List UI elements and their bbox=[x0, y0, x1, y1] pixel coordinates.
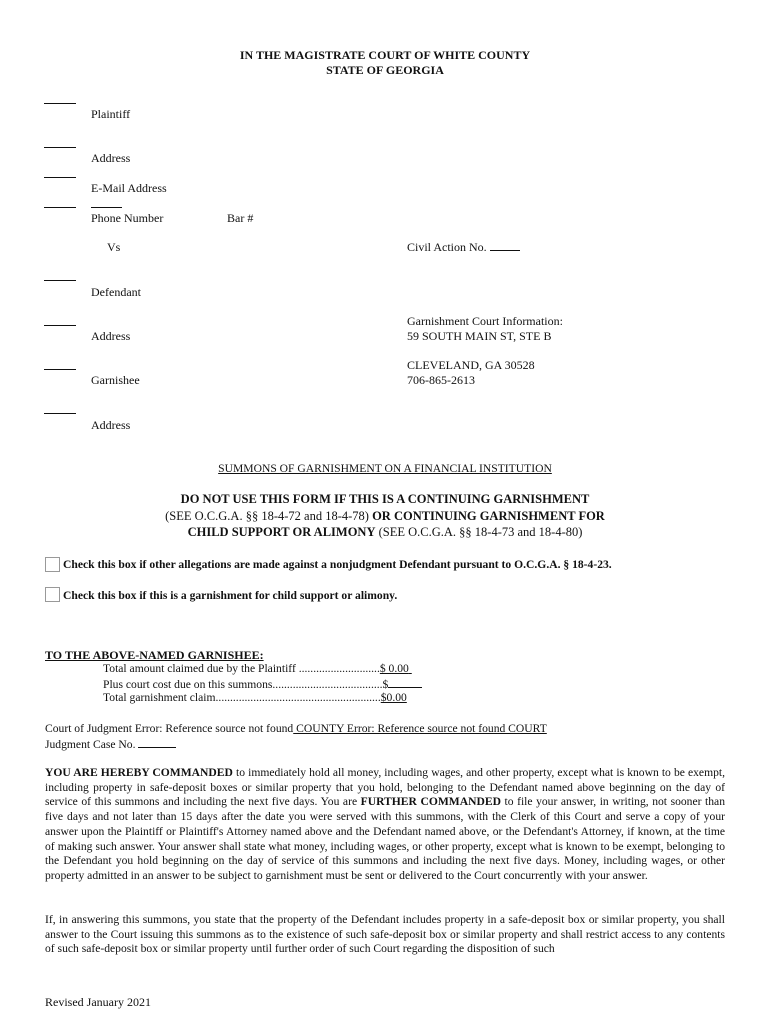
phone-blank[interactable] bbox=[44, 207, 76, 208]
court-cost-blank[interactable] bbox=[388, 677, 422, 688]
court-info-city: CLEVELAND, GA 30528 bbox=[407, 358, 535, 372]
state-title: STATE OF GEORGIA bbox=[326, 63, 444, 77]
garnishee-label: Garnishee bbox=[91, 373, 140, 387]
court-title: IN THE MAGISTRATE COURT OF WHITE COUNTY bbox=[239, 48, 531, 62]
court-cost-label: Plus court cost due on this summons...................................... bbox=[103, 678, 383, 691]
email-blank[interactable] bbox=[44, 177, 76, 178]
garnishee-heading: TO THE ABOVE-NAMED GARNISHEE: bbox=[45, 648, 264, 662]
court-cost-row bbox=[103, 677, 422, 691]
vs-label: Vs bbox=[107, 240, 121, 254]
judgment-court-line bbox=[45, 722, 547, 735]
summons-title: SUMMONS OF GARNISHMENT ON A FINANCIAL INSTITUTION bbox=[218, 462, 552, 475]
warning-line3-ref: (SEE O.C.G.A. §§ 18-4-73 and 18-4-80) bbox=[375, 525, 583, 539]
civil-action bbox=[407, 240, 520, 255]
total-claimed-row bbox=[103, 662, 412, 675]
command-text-a: to immediately hold all money, including wages, and other property, except what is known to be exempt, including property in safe-deposit boxes or similar property that you hold, belonging to the Defendant named above beginning on the day of service of this summons and including the next five days. You are bbox=[45, 766, 726, 809]
child-support-checkbox[interactable] bbox=[45, 587, 60, 602]
warning-line3-bold: CHILD SUPPORT OR ALIMONY bbox=[187, 525, 376, 539]
warning-line2-bold: OR CONTINUING GARNISHMENT FOR bbox=[368, 509, 605, 523]
bar-label: Bar # bbox=[227, 211, 254, 225]
civil-action-label: Civil Action No. bbox=[407, 240, 487, 254]
judgment-case-blank[interactable] bbox=[138, 737, 176, 748]
nonjudgment-checkbox[interactable] bbox=[45, 557, 60, 572]
total-claimed-label: Total amount claimed due by the Plaintiff ............................ bbox=[103, 662, 380, 675]
bar-blank[interactable] bbox=[91, 207, 122, 208]
child-support-checkbox-label: Check this box if this is a garnishment for child support or alimony. bbox=[63, 589, 398, 602]
command-text-b: to file your answer, in writing, not sooner than five days and not later than 15 days after the date you were served with this summons, with the Clerk of this Court and serve a copy of your answer upon the Plaintiff or Plaintiff's Attorney named above and the Defendant named above, or the Defendant's Attorney, if known, at the time of making such answer. Your answer shall state what money, including wages, or other property, except what is known to be exempt, belonging to the Defendant you hold beginning on the day of service of this summons and including the next five days. Money, including wages, or other property admitted in an answer to be subject to garnishment must be sent or delivered to the Court concurrently with your answer. bbox=[45, 795, 725, 882]
plaintiff-label: Plaintiff bbox=[91, 107, 131, 121]
nonjudgment-checkbox-label: Check this box if other allegations are made against a nonjudgment Defendant pursuant to O.C.G.A. § 18-4-23. bbox=[63, 558, 612, 571]
total-claim-label: Total garnishment claim......................................................... bbox=[103, 691, 381, 704]
further-command: FURTHER COMMANDED bbox=[360, 795, 501, 809]
defendant-address-label: Address bbox=[91, 329, 131, 343]
court-cost-value: $ bbox=[382, 678, 389, 691]
court-info-heading: Garnishment Court Information: bbox=[407, 314, 563, 328]
plaintiff-address-blank[interactable] bbox=[44, 147, 76, 148]
warning-line1: DO NOT USE THIS FORM IF THIS IS A CONTINUING GARNISHMENT bbox=[180, 492, 590, 506]
total-claim-value: $0.00 bbox=[380, 691, 407, 704]
judgment-case bbox=[45, 737, 176, 751]
civil-action-blank[interactable] bbox=[490, 240, 520, 251]
revised-date: Revised January 2021 bbox=[45, 995, 151, 1009]
garnishee-blank[interactable] bbox=[44, 369, 76, 370]
plaintiff-address-label: Address bbox=[91, 151, 131, 165]
garnishee-address-label: Address bbox=[91, 418, 131, 432]
total-claimed-value: $ 0.00 bbox=[379, 662, 409, 675]
judgment-court-b: COUNTY Error: Reference source not found COURT bbox=[293, 722, 547, 735]
warning-line3 bbox=[0, 525, 770, 540]
warning-line2-ref: (SEE O.C.G.A. §§ 18-4-72 and 18-4-78) bbox=[165, 509, 369, 523]
plaintiff-blank[interactable] bbox=[44, 103, 76, 104]
command-lead: YOU ARE HEREBY COMMANDED bbox=[45, 766, 233, 779]
defendant-blank[interactable] bbox=[44, 280, 76, 281]
safe-deposit-paragraph: If, in answering this summons, you state that the property of the Defendant includes property in a safe-deposit box or similar property, you shall answer to the Court issuing this summons as to the existence of such safe-deposit box or similar property and shall restrict access to any contents of such safe-deposit box or similar property until further order of such Court regarding the disposition of such bbox=[45, 913, 725, 956]
court-info-street: 59 SOUTH MAIN ST, STE B bbox=[407, 329, 552, 343]
defendant-address-blank[interactable] bbox=[44, 325, 76, 326]
court-info-phone: 706-865-2613 bbox=[407, 373, 475, 387]
judgment-case-label: Judgment Case No. bbox=[45, 738, 136, 751]
defendant-label: Defendant bbox=[91, 285, 141, 299]
email-label: E-Mail Address bbox=[91, 181, 167, 195]
command-paragraph bbox=[45, 766, 725, 884]
phone-label: Phone Number bbox=[91, 211, 164, 225]
judgment-court-a: Court of Judgment Error: Reference source not found bbox=[45, 722, 294, 735]
total-claim-row bbox=[103, 691, 407, 704]
garnishee-address-blank[interactable] bbox=[44, 413, 76, 414]
warning-line2 bbox=[0, 509, 770, 524]
